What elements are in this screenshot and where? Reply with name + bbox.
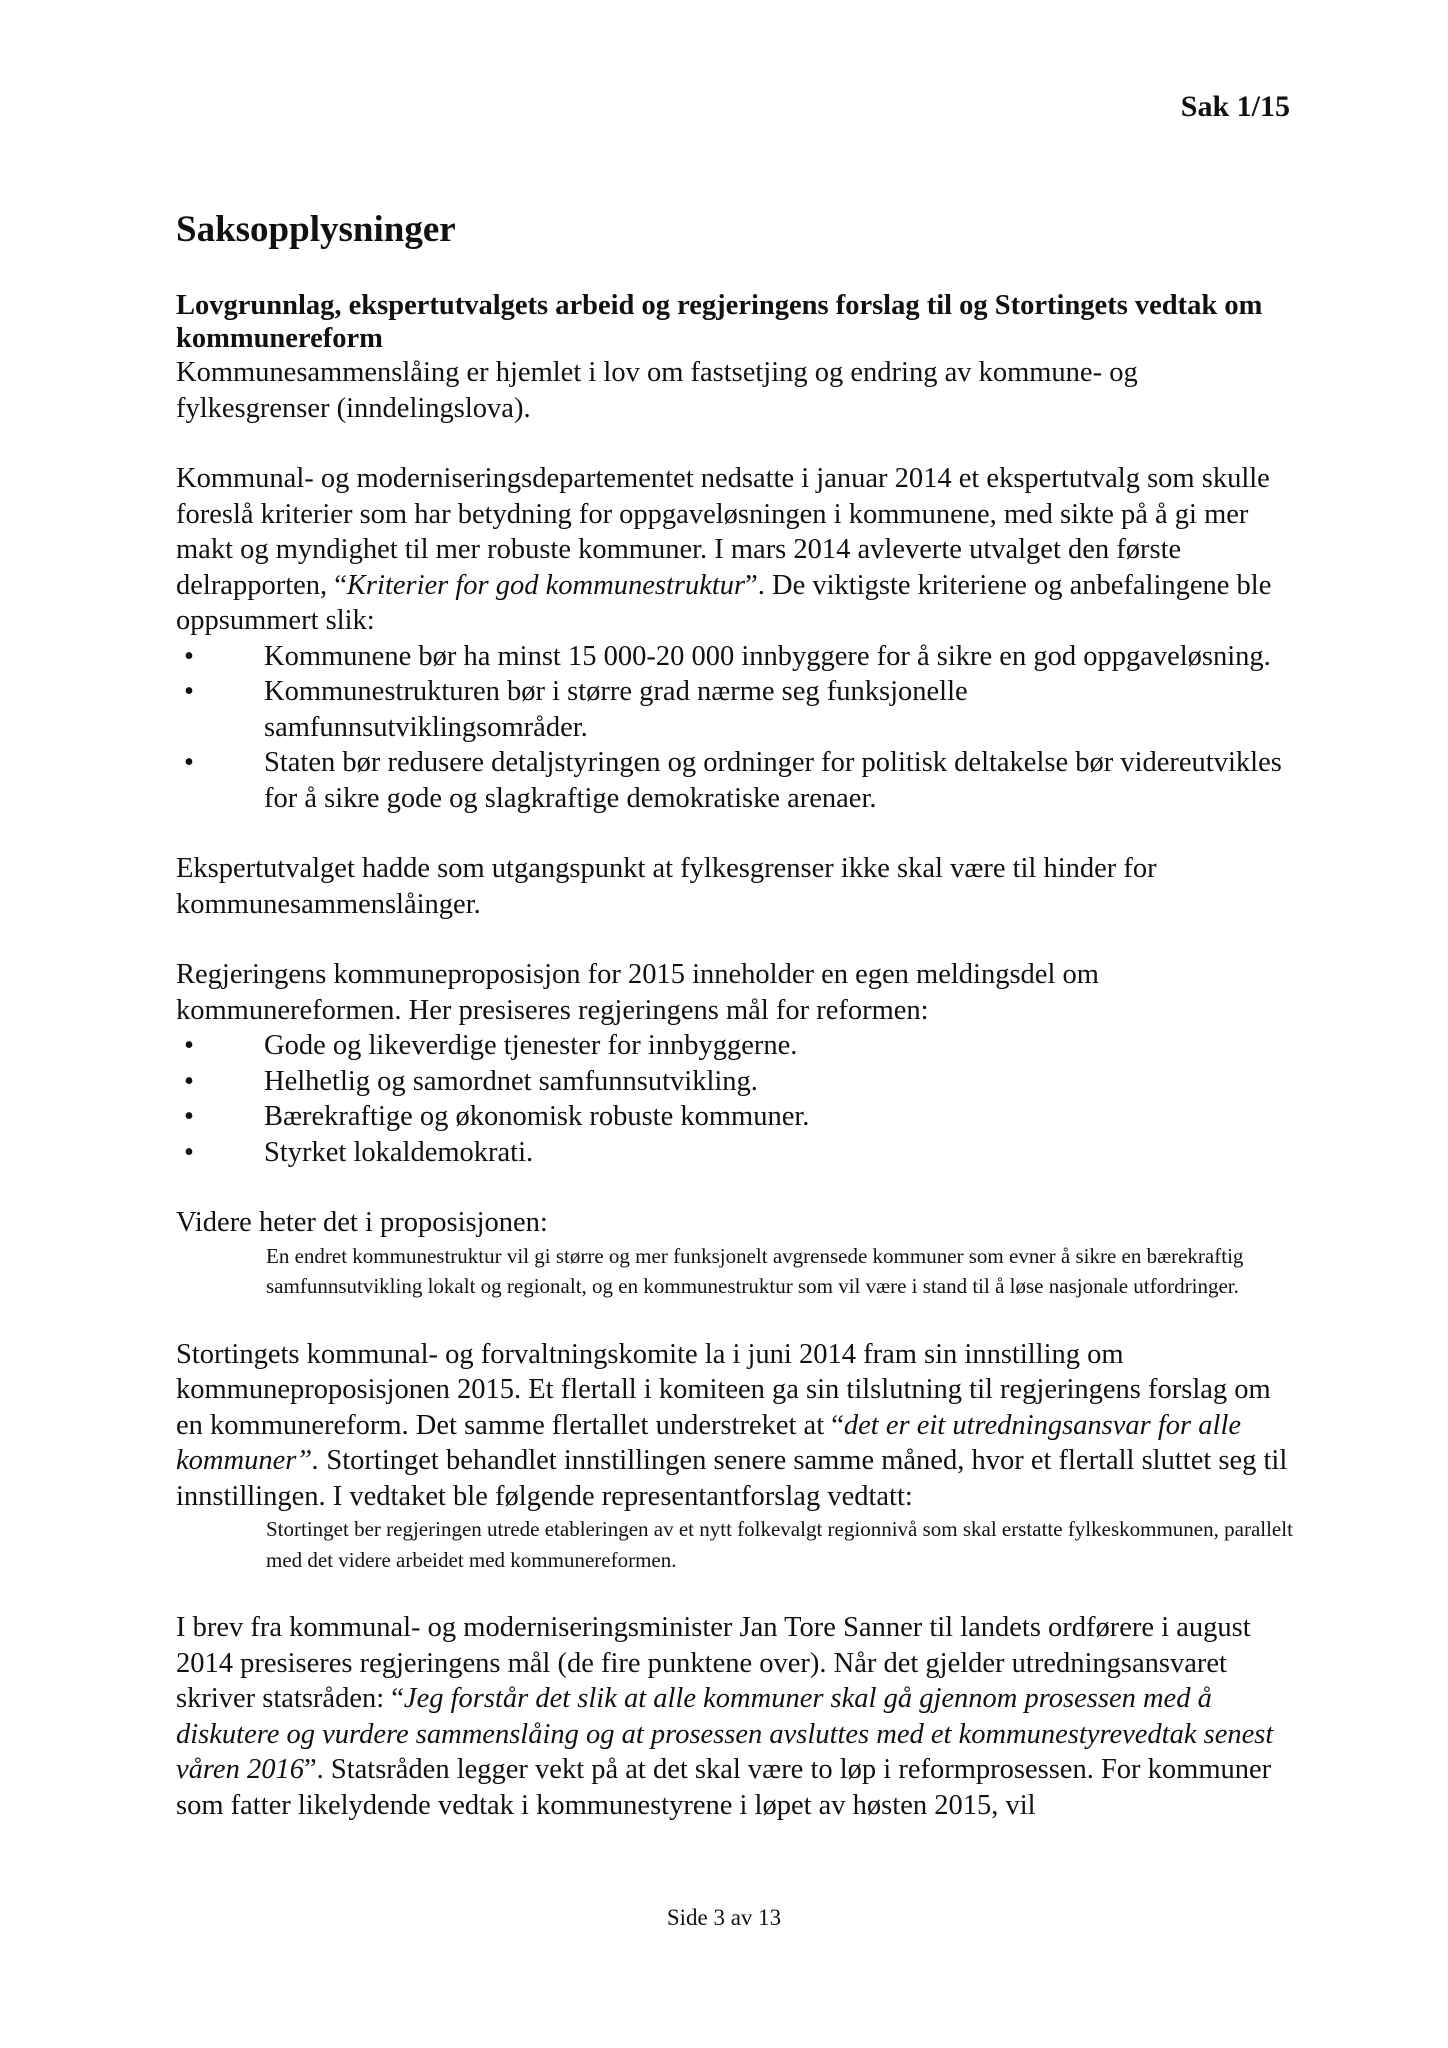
list-item-text: Helhetlig og samordnet samfunnsutvikling. — [264, 1065, 758, 1097]
paragraph-minister-letter — [176, 1610, 1296, 1823]
paragraph-text: Stortingets kommunal- og forvaltningskomite la i juni 2014 fram sin innstilling om kommuneproposisjonen 2015. Et flertall i komiteen ga sin tilslutning til regjeringens forslag om en kommunereform. Det samme flertallet understreket at “ — [176, 1338, 1271, 1441]
page-number: Side 3 av 13 — [666, 1905, 782, 1930]
criteria-list — [176, 639, 1296, 817]
list-item-text: Styrket lokaldemokrati. — [264, 1136, 534, 1168]
list-item — [176, 1099, 1296, 1135]
bullet-icon: • — [184, 1065, 194, 1097]
intro-paragraph: Kommunesammenslåing er hjemlet i lov om fastsetjing og endring av kommune- og fylkesgrenser (inndelingslova). — [176, 357, 1138, 424]
paragraph-text: Kommunal- og moderniseringsdepartementet nedsatte i januar 2014 et ekspertutvalg som skulle foreslå kriterier som har betydning for oppgaveløsningen i kommunene, med sikte på å gi mer makt og myndighet til mer robuste kommuner. I mars 2014 avleverte utvalget den første delrapporten, “ — [176, 463, 1270, 601]
bullet-icon: • — [184, 1030, 194, 1061]
list-item-text: Gode og likeverdige tjenester for innbyggerne. — [264, 1030, 798, 1061]
list-item — [176, 1064, 1296, 1100]
document-body — [176, 207, 1296, 1823]
paragraph-further: Videre heter det i proposisjonen: — [176, 1207, 548, 1238]
goals-list — [176, 1028, 1296, 1170]
paragraph-proposition: Regjeringens kommuneproposisjon for 2015 inneholder en egen meldingsdel om kommunereformen. Her presiseres regjeringens mål for reformen: — [176, 959, 1099, 1026]
section-heading: Lovgrunnlag, ekspertutvalgets arbeid og regjeringens forslag til og Stortingets vedtak om kommunereform — [176, 290, 1263, 354]
list-item-text: Bærekraftige og økonomisk robuste kommuner. — [264, 1101, 810, 1132]
page-title: Saksopplysninger — [176, 209, 456, 250]
list-item — [176, 1135, 1296, 1171]
list-item — [176, 1028, 1296, 1064]
bullet-icon: • — [184, 1136, 194, 1168]
list-item-text: Kommunestrukturen bør i større grad nærme seg funksjonelle samfunnsutviklingsområder. — [264, 676, 968, 743]
block-quote: Stortinget ber regjeringen utrede etableringen av et nytt folkevalgt regionnivå som skal erstatte fylkeskommunen, parallelt med det videre arbeidet med kommunereformen. — [266, 1517, 1293, 1572]
paragraph-text: Stortinget behandlet innstillingen senere samme måned, hvor et flertall sluttet seg til innstillingen. I vedtaket ble følgende representantforslag vedtatt: — [176, 1445, 1288, 1512]
quoted-text: det er eit utredningsansvar for alle kommuner”. — [176, 1409, 1242, 1476]
quoted-text: Jeg forstår det slik at alle kommuner skal gå gjennom prosessen med å diskutere og vurdere sammenslåing og at prosessen avsluttes med et kommunestyrevedtak senest våren 2016 — [176, 1683, 1274, 1785]
paragraph-storting — [176, 1337, 1296, 1515]
case-reference: Sak 1/15 — [1180, 90, 1290, 123]
report-title: Kriterier for god kommunestruktur — [346, 569, 746, 601]
bullet-icon: • — [184, 676, 194, 707]
list-item-text: Staten bør redusere detaljstyringen og ordninger for politisk deltakelse bør videreutvikles for å sikre gode og slagkraftige demokratiske arenaer. — [264, 747, 1282, 814]
paragraph-text: ”. De viktigste kriteriene og anbefalingene ble oppsummert slik: — [176, 569, 1272, 636]
paragraph-expert-committee — [176, 461, 1296, 639]
paragraph-county-borders: Ekspertutvalget hadde som utgangspunkt at fylkesgrenser ikke skal være til hinder for kommunesammenslåinger. — [176, 853, 1157, 920]
bullet-icon: • — [184, 640, 194, 672]
list-item — [176, 674, 1296, 745]
block-quote: En endret kommunestruktur vil gi større og mer funksjonelt avgrensede kommuner som evner å sikre en bærekraftig samfunnsutvikling lokalt og regionalt, og en kommunestruktur som vil være i stand til å løse nasjonale utfordringer. — [266, 1243, 1244, 1298]
paragraph-text: I brev fra kommunal- og moderniseringsminister Jan Tore Sanner til landets ordførere i august 2014 presiseres regjeringens mål (de fire punktene over). Når det gjelder utredningsansvaret skriver statsråden: “ — [176, 1612, 1251, 1714]
paragraph-text: ”. Statsråden legger vekt på at det skal være to løp i reformprosessen. For kommuner som fatter likelydende vedtak i kommunestyrene i løpet av høsten 2015, vil — [176, 1754, 1272, 1821]
bullet-icon: • — [184, 1101, 194, 1132]
list-item — [176, 639, 1296, 675]
bullet-icon: • — [184, 747, 194, 778]
list-item-text: Kommunene bør ha minst 15 000-20 000 innbyggere for å sikre en god oppgaveløsning. — [264, 640, 1271, 672]
list-item — [176, 745, 1296, 816]
